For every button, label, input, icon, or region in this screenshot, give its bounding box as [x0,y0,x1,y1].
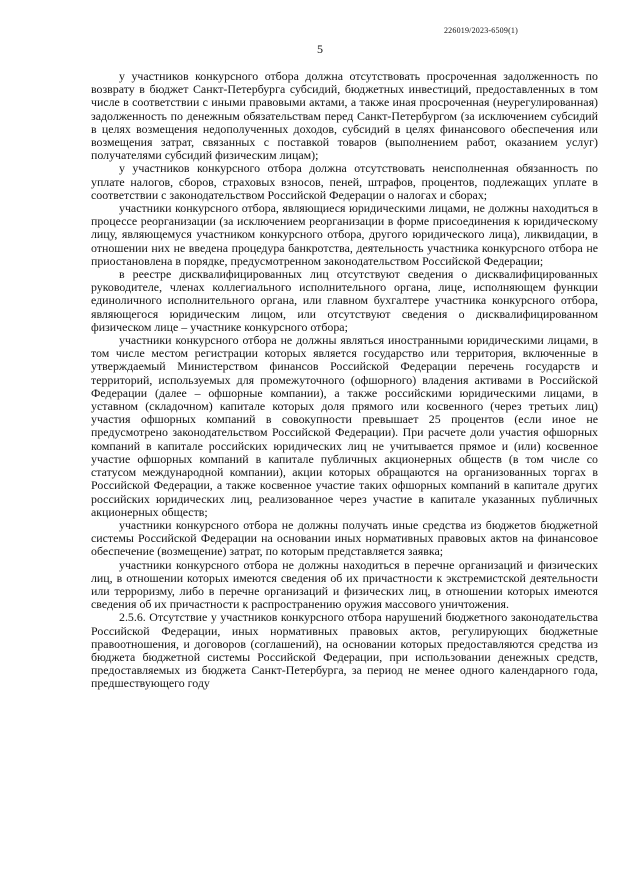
paragraph: 2.5.6. Отсутствие у участников конкурсного отбора нарушений бюджетного законодательства Российской Федерации, иных нормативных правовых актов, регулирующих бюджетные правоотношения, и договоров (соглашений), на основании которых предоставляются средства из бюджета бюджетной системы Российской Федерации, при использовании денежных средств, предоставляемых из бюджета Санкт-Петербурга, за период не менее одного календарного года, предшествующего году [91,610,598,691]
paragraph: в реестре дисквалифицированных лиц отсутствуют сведения о дисквалифицированных руководителе, членах коллегиального исполнительного органа, лице, исполняющем функции единоличного исполнительного органа, или главном бухгалтере участника конкурсного отбора, являющегося юридическим лицом, или отсутствуют сведения о дисквалифицированном физическом лице – участнике конкурсного отбора; [91,267,598,334]
document-body [91,70,598,691]
paragraph: участники конкурсного отбора не должны находиться в перечне организаций и физических лиц, в отношении которых имеются сведения об их причастности к экстремистской деятельности или терроризму, либо в перечне организаций и физических лиц, в отношении которых имеются сведения об их причастности к распространению оружия массового уничтожения. [91,557,598,612]
paragraph: у участников конкурсного отбора должна отсутствовать просроченная задолженность по возврату в бюджет Санкт-Петербурга субсидий, бюджетных инвестиций, предоставленных в том числе в соответствии с иными правовыми актами, а также иная просроченная (неурегулированная) задолженность по денежным обязательствам перед Санкт-Петербургом (за исключением субсидий в целях возмещения недополученных доходов, субсидий в целях финансового обеспечения или возмещения затрат, связанных с поставкой товаров (выполнением работ, оказанием услуг) получателями субсидий физическим лицам); [91,69,598,163]
paragraph: у участников конкурсного отбора должна отсутствовать неисполненная обязанность по уплате налогов, сборов, страховых взносов, пеней, штрафов, процентов, подлежащих уплате в соответствии с законодательством Российской Федерации о налогах и сборах; [91,161,598,202]
document-number: 226019/2023-6509(1) [443,26,518,35]
page-number: 5 [317,42,323,56]
paragraph: участники конкурсного отбора не должны получать иные средства из бюджетов бюджетной системы Российской Федерации на основании иных нормативных правовых актов на финансовое обеспечение (возмещение) затрат, по которым представляется заявка; [91,517,598,559]
paragraph: участники конкурсного отбора, являющиеся юридическими лицами, не должны находиться в процессе реорганизации (за исключением реорганизации в форме присоединения к юридическому лицу, являющемуся участником конкурсного отбора, другого юридического лица), ликвидации, в отношении них не введена процедура банкротства, деятельность участника конкурсного отбора не приостановлена в порядке, предусмотренном законодательством Российской Федерации; [91,201,598,268]
paragraph: участники конкурсного отбора не должны являться иностранными юридическими лицами, в том числе местом регистрации которых является государство или территория, включенные в утверждаемый Министерством финансов Российской Федерации перечень государств и территорий, используемых для промежуточного (офшорного) владения активами в Российской Федерации (далее – офшорные компании), а также российскими юридическими лицами, в уставном (складочном) капитале которых доля прямого или косвенного (через третьих лиц) участия офшорных компаний в совокупности превышает 25 процентов (если иное не предусмотрено законодательством Российской Федерации). При расчете доли участия офшорных компаний в капитале российских юридических лиц не учитывается прямое и (или) косвенное участие офшорных компаний в капитале публичных акционерных обществ (в том числе со статусом международной компании), акции которых обращаются на организованных торгах в Российской Федерации, а также косвенное участие таких офшорных компаний в капитале других российских юридических лиц, реализованное через участие в капитале указанных публичных акционерных обществ; [91,333,598,519]
